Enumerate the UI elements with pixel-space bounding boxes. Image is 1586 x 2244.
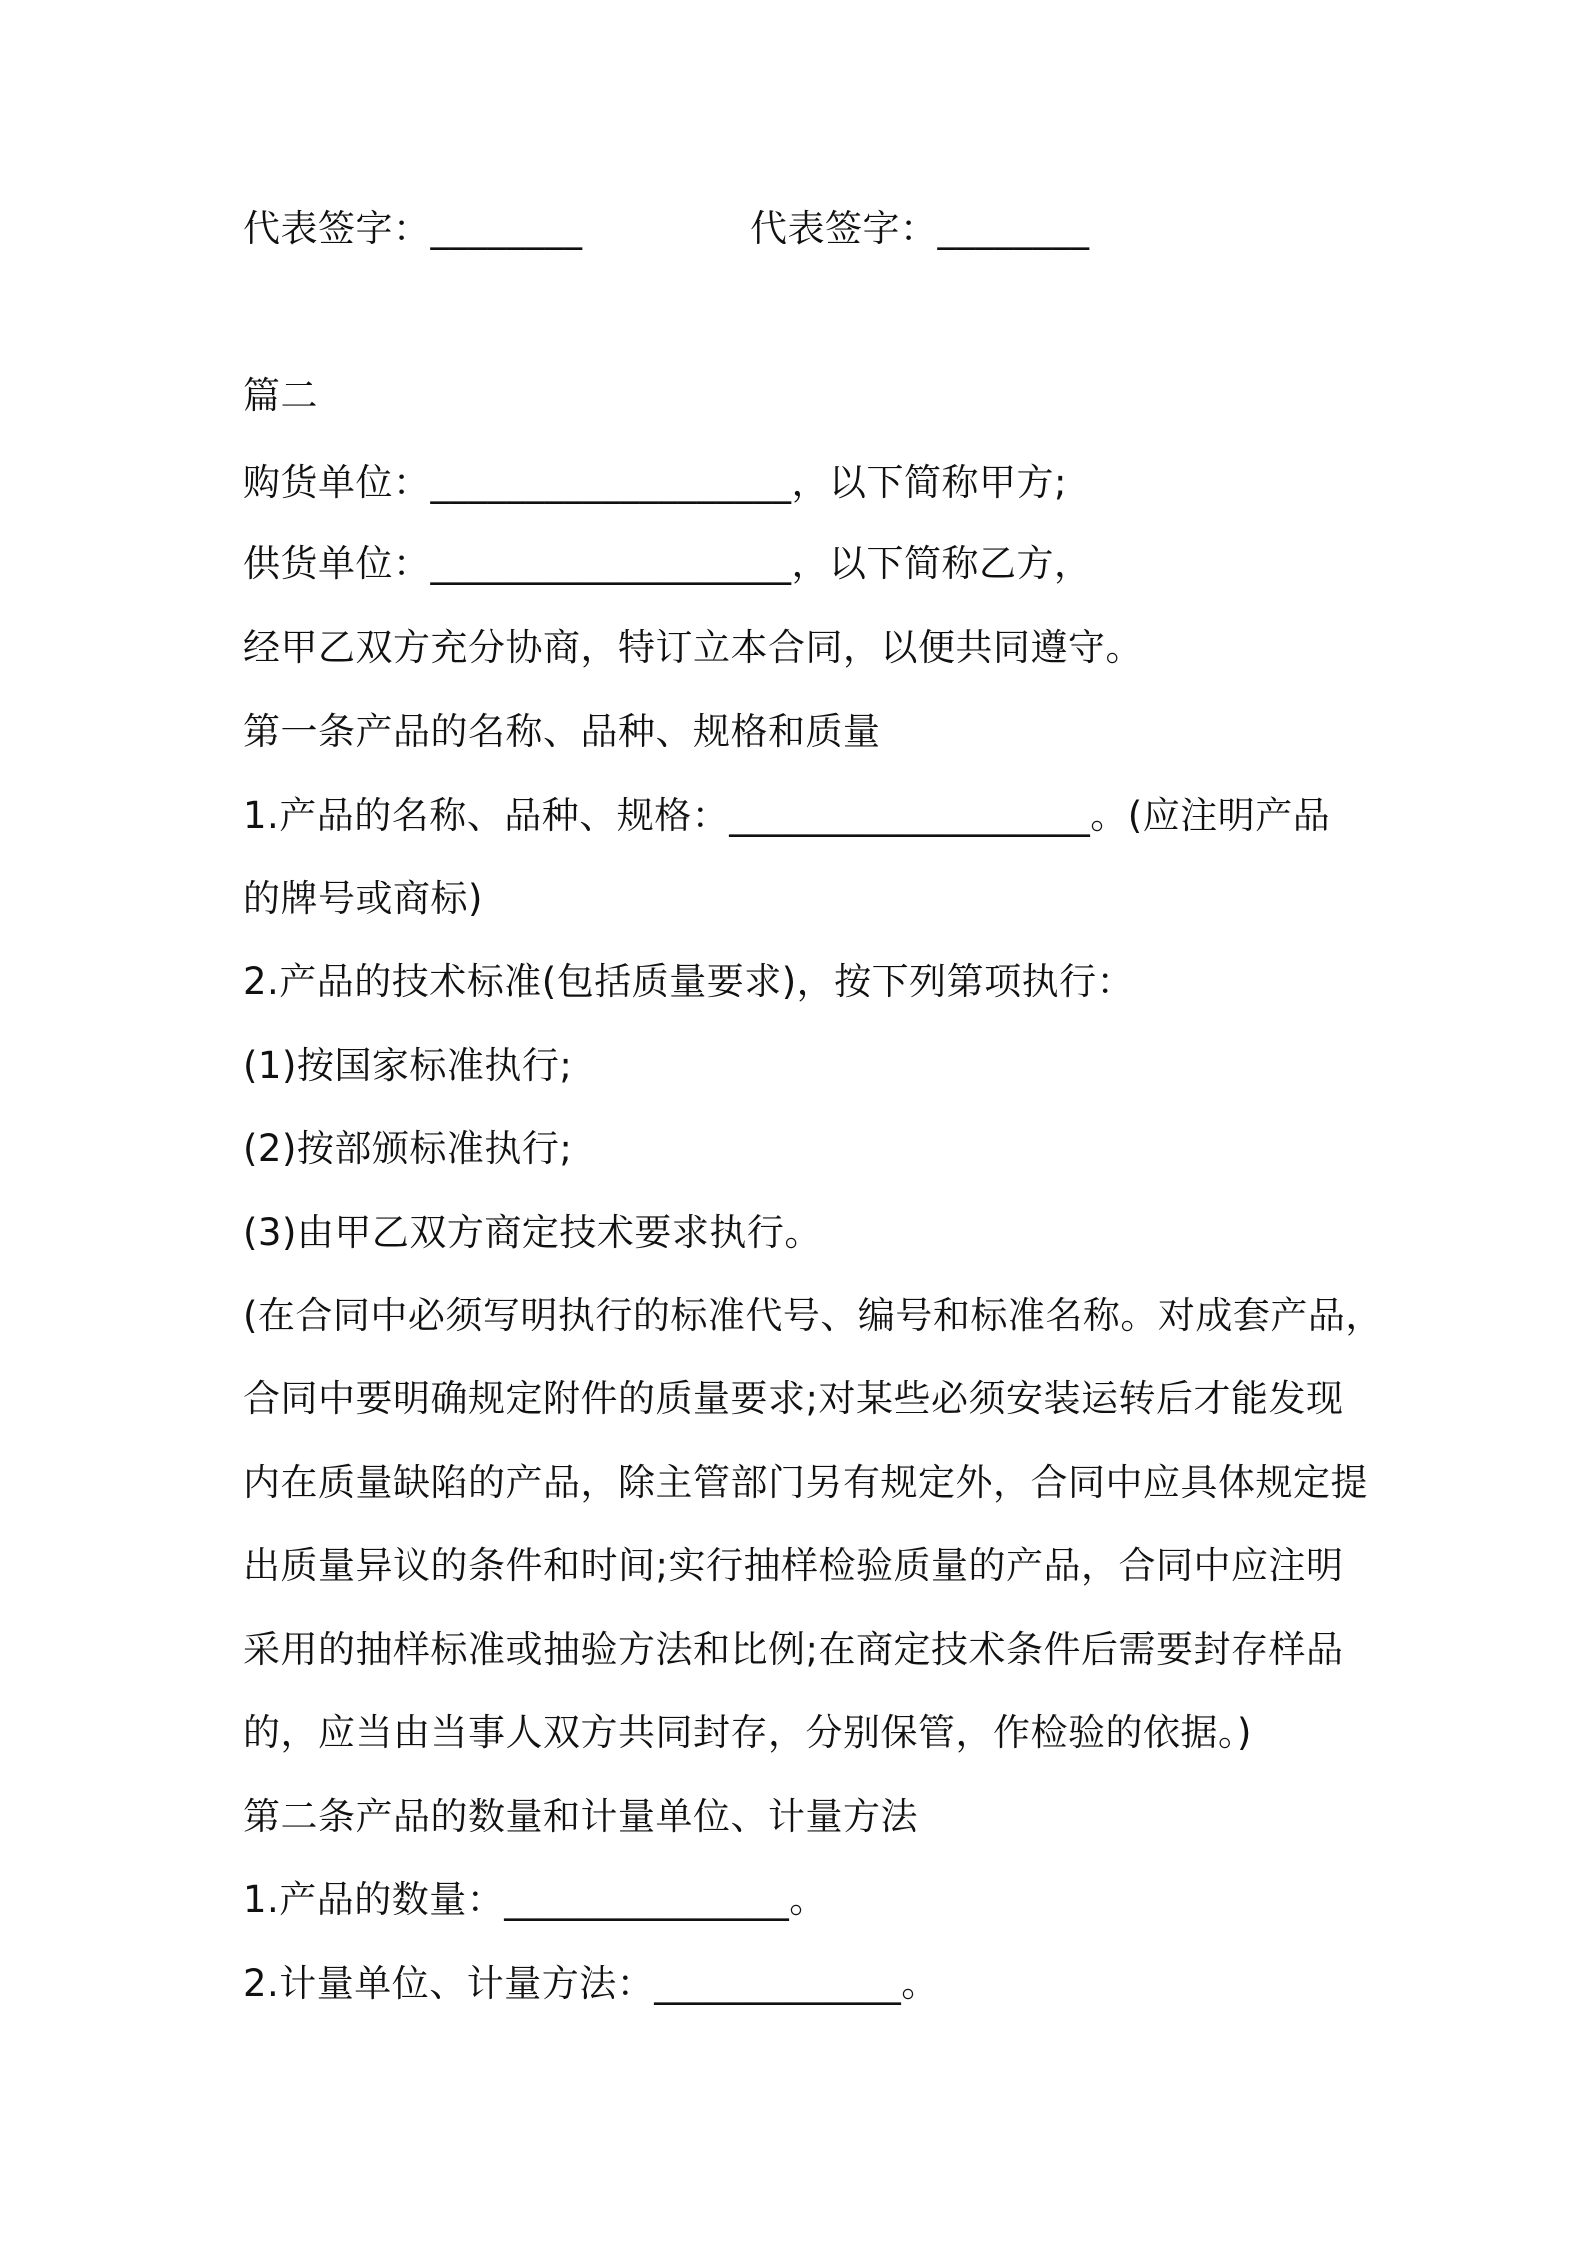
buyer-line: 购货单位：___________________，以下简称甲方; [243,461,1067,504]
article1-note-line: (在合同中必须写明执行的标准代号、编号和标准名称。对成套产品， [243,1294,1383,1337]
article2-item2: 2.计量单位、计量方法：_____________。 [243,1962,939,2005]
article1-note-line: 内在质量缺陷的产品，除主管部门另有规定外，合同中应具体规定提 [243,1461,1368,1504]
article1-item1-line1: 1.产品的名称、品种、规格：___________________。(应注明产品 [243,794,1331,837]
article1-note-line: 的，应当由当事人双方共同封存，分别保管，作检验的依据。) [243,1711,1252,1754]
article1-item1-line2: 的牌号或商标) [243,877,483,920]
article1-option3: (3)由甲乙双方商定技术要求执行。 [243,1211,822,1254]
article2-item1: 1.产品的数量：_______________。 [243,1878,827,1921]
article1-note-line: 合同中要明确规定附件的质量要求;对某些必须安装运转后才能发现 [243,1377,1344,1420]
supplier-line: 供货单位：___________________，以下简称乙方， [243,542,1092,585]
article1-note-line: 出质量异议的条件和时间;实行抽样检验质量的产品，合同中应注明 [243,1544,1344,1587]
article1-note-line: 采用的抽样标准或抽验方法和比例;在商定技术条件后需要封存样品 [243,1628,1344,1671]
article1-heading: 第一条产品的名称、品种、规格和质量 [243,710,881,753]
article1-option2: (2)按部颁标准执行; [243,1127,573,1170]
signature-left: 代表签字：________ [243,207,583,250]
article1-option1: (1)按国家标准执行; [243,1044,573,1087]
article1-item2: 2.产品的技术标准(包括质量要求)，按下列第项执行： [243,960,1135,1003]
article2-heading: 第二条产品的数量和计量单位、计量方法 [243,1795,918,1838]
section-title: 篇二 [243,374,318,417]
signature-right: 代表签字：________ [750,207,1090,250]
intro-line: 经甲乙双方充分协商，特订立本合同，以便共同遵守。 [243,626,1143,669]
